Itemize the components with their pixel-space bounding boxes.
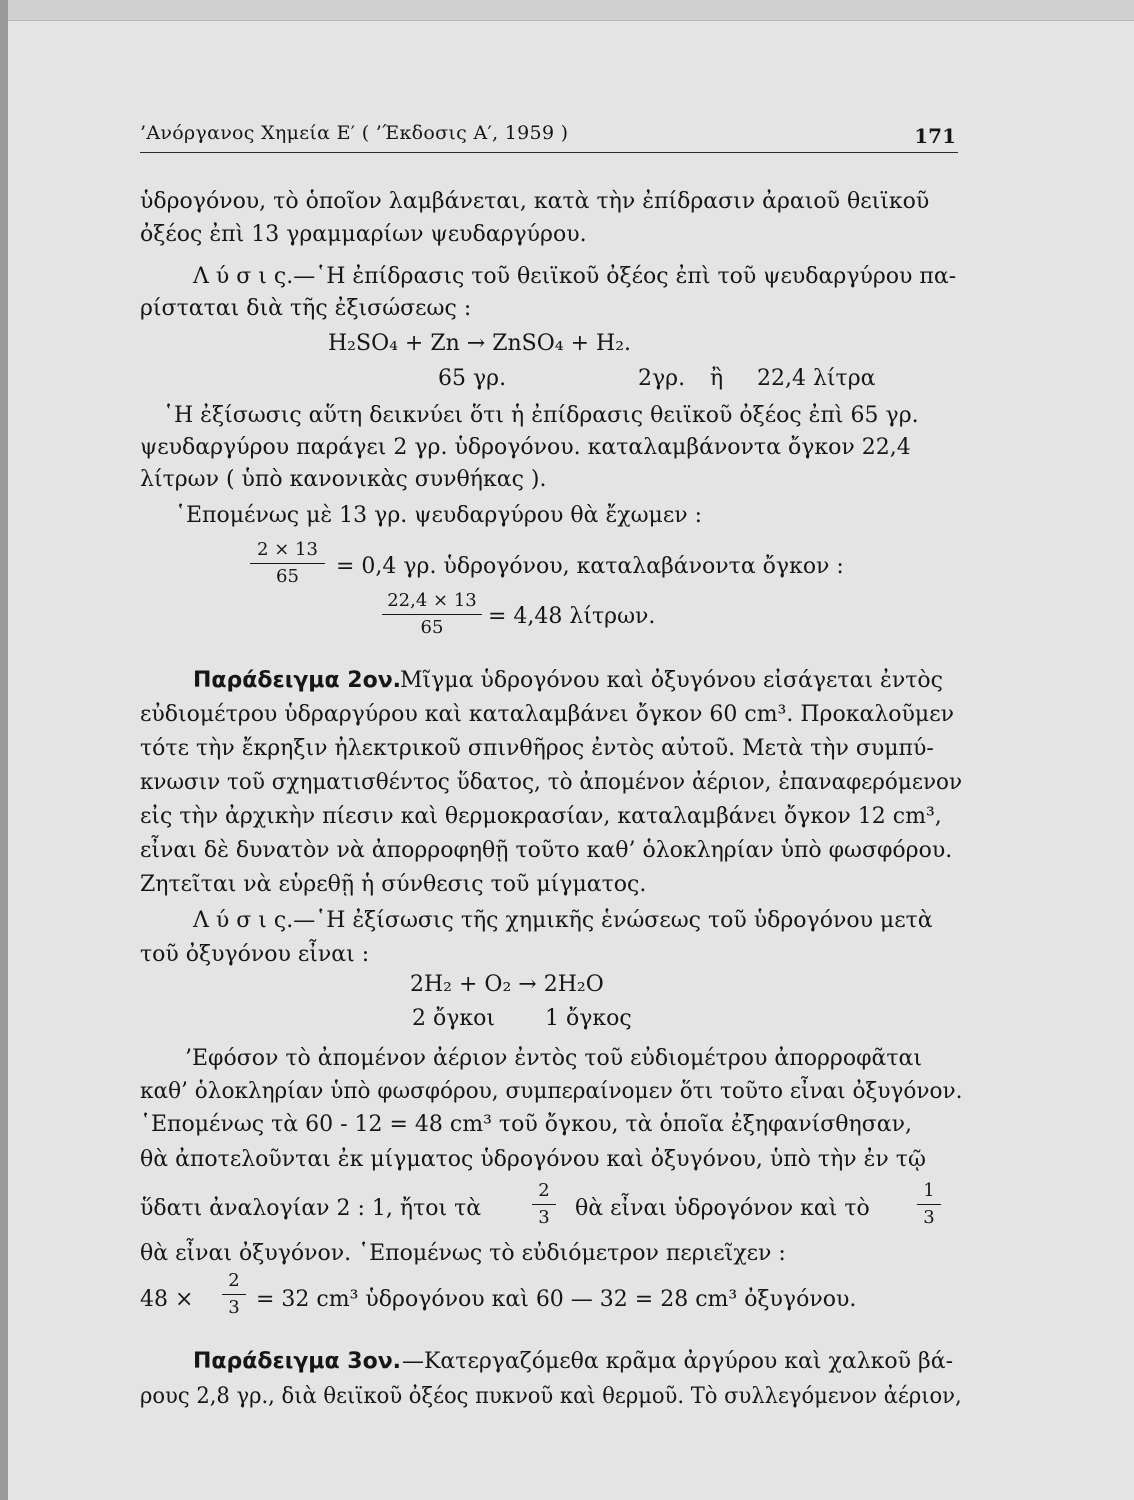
text-line: θὰ εἶναι ὑδρογόνον καὶ τὸ <box>575 1196 870 1221</box>
text-line: ψευδαργύρου παράγει 2 γρ. ὑδρογόνου. καταλαμβάνοντα ὄγκον 22,4 <box>140 435 911 460</box>
fraction-numerator: 2 × 13 <box>257 539 318 560</box>
text-line: ρους 2,8 γρ., διὰ θειϊκοῦ ὀξέος πυκνοῦ καὶ θερμοῦ. Τὸ συλλεγόμενον ἀέριον, <box>140 1384 962 1409</box>
fraction-bar <box>532 1204 556 1205</box>
page-number: 171 <box>914 124 956 148</box>
equation-2-annotation: 2 ὄγκοι <box>412 1006 496 1031</box>
fraction-numerator: 2 <box>538 1180 550 1201</box>
scan-left-edge <box>0 0 8 1500</box>
fraction-bar <box>222 1294 246 1295</box>
fraction <box>222 1270 246 1319</box>
equation-2-annotation: 1 ὄγκος <box>545 1006 632 1031</box>
fraction-numerator: 2 <box>228 1270 240 1291</box>
text-line: καθ’ ὁλοκληρίαν ὑπὸ φωσφόρου, συμπεραίνομεν ὅτι τοῦτο εἶναι ὀξυγόνον. <box>140 1079 963 1104</box>
fraction-denominator: 3 <box>228 1297 240 1318</box>
fraction <box>382 590 482 639</box>
text-line: —Κατεργαζόμεθα κρᾶμα ἀργύρου καὶ χαλκοῦ βά- <box>402 1349 954 1374</box>
equation-1-annotation: 22,4 λίτρα <box>757 366 876 391</box>
scan-top-edge <box>0 0 1134 21</box>
text-line: Λ ύ σ ι ς.—῾Η ἐξίσωσις τῆς χημικῆς ἑνώσεως τοῦ ὑδρογόνου μετὰ <box>193 908 933 933</box>
text-line: εὐδιομέτρου ὑδραργύρου καὶ καταλαμβάνει ὄγκον 60 cm³. Προκαλοῦμεν <box>140 702 954 727</box>
text-line: εἶναι δὲ δυνατὸν νὰ ἀπορροφηθῇ τοῦτο καθ’ ὁλοκληρίαν ὑπὸ φωσφόρου. <box>140 838 953 863</box>
text-line: ’Εφόσον τὸ ἀπομένον ἀέριον ἐντὸς τοῦ εὐδιομέτρου ἀπορροφᾶται <box>185 1046 922 1071</box>
text-line: Μῖγμα ὑδρογόνου καὶ ὀξυγόνου εἰσάγεται ἐντὸς <box>400 668 943 693</box>
equation-2: 2H₂ + O₂ → 2H₂O <box>410 972 604 997</box>
text-line: θὰ εἶναι ὀξυγόνον. ῾Επομένως τὸ εὐδιόμετρον περιεῖχεν : <box>140 1241 786 1266</box>
example-3-heading: Παράδειγμα 3ον. <box>193 1349 402 1374</box>
fraction-numerator: 22,4 × 13 <box>387 590 477 611</box>
equation-line: = 32 cm³ ὑδρογόνου καὶ 60 — 32 = 28 cm³ ὀξυγόνου. <box>256 1287 857 1312</box>
running-title: ’Ανόργανος Χημεία Ε′ ( ’Έκδοσις Α′, 1959 ) <box>140 122 569 144</box>
page-header <box>140 118 958 153</box>
example-2-heading: Παράδειγμα 2ον. <box>193 668 402 693</box>
text-line: τότε τὴν ἔκρηξιν ἠλεκτρικοῦ σπινθῆρος ἐντὸς αὐτοῦ. Μετὰ τὴν συμπύ- <box>140 736 934 761</box>
fraction-denominator: 3 <box>538 1207 550 1228</box>
fraction-denominator: 3 <box>923 1207 935 1228</box>
fraction-bar <box>250 563 325 564</box>
fraction <box>917 1180 941 1229</box>
equation-1-annotation: 2γρ. <box>638 366 686 391</box>
equation-1-annotation: ἢ <box>710 366 724 391</box>
text-line: Ζητεῖται νὰ εὑρεθῇ ἡ σύνθεσις τοῦ μίγματος. <box>140 872 647 897</box>
text-line: ῾Επομένως τὰ 60 - 12 = 48 cm³ τοῦ ὄγκου, τὰ ὁποῖα ἐξηφανίσθησαν, <box>140 1112 912 1137</box>
text-line: Λ ύ σ ι ς.—῾Η ἐπίδρασις τοῦ θειϊκοῦ ὀξέος ἐπὶ τοῦ ψευδαργύρου πα- <box>193 264 957 289</box>
text-line: ῾Η ἐξίσωσις αὕτη δεικνύει ὅτι ἡ ἐπίδρασις θειϊκοῦ ὀξέος ἐπὶ 65 γρ. <box>163 403 919 428</box>
equation-1-annotation: 65 γρ. <box>438 366 507 391</box>
text-line: ὑδρογόνου, τὸ ὁποῖον λαμβάνεται, κατὰ τὴν ἐπίδρασιν ἀραιοῦ θειϊκοῦ <box>140 189 930 214</box>
fraction-denominator: 65 <box>420 617 444 638</box>
text-line: ρίσταται διὰ τῆς ἐξισώσεως : <box>140 296 472 321</box>
fraction <box>250 539 325 588</box>
fraction-denominator: 65 <box>276 566 299 587</box>
text-line: εἰς τὴν ἀρχικὴν πίεσιν καὶ θερμοκρασίαν, καταλαμβάνει ὄγκον 12 cm³, <box>140 804 942 829</box>
text-line: ὀξέος ἐπὶ 13 γραμμαρίων ψευδαργύρου. <box>140 222 587 247</box>
equation-line: 48 × <box>140 1287 194 1312</box>
equation-line: = 0,4 γρ. ὑδρογόνου, καταλαβάνοντα ὄγκον : <box>336 554 844 579</box>
text-line: τοῦ ὀξυγόνου εἶναι : <box>140 942 370 967</box>
text-line: ὕδατι ἀναλογίαν 2 : 1, ἤτοι τὰ <box>140 1196 482 1221</box>
text-line: θὰ ἀποτελοῦνται ἐκ μίγματος ὑδρογόνου καὶ ὀξυγόνου, ὑπὸ τὴν ἐν τῷ <box>140 1147 926 1172</box>
text-line: λίτρων ( ὑπὸ κανονικὰς συνθήκας ). <box>140 467 547 492</box>
equation-line: = 4,48 λίτρων. <box>488 604 656 629</box>
text-line: ῾Επομένως μὲ 13 γρ. ψευδαργύρου θὰ ἔχωμεν : <box>175 503 703 528</box>
equation-1: H₂SO₄ + Zn → ZnSO₄ + H₂. <box>328 331 632 356</box>
fraction-bar <box>382 614 482 615</box>
fraction <box>532 1180 556 1229</box>
fraction-bar <box>917 1204 941 1205</box>
text-line: κνωσιν τοῦ σχηματισθέντος ὕδατος, τὸ ἀπομένον ἀέριον, ἐπαναφερόμενον <box>140 770 963 795</box>
fraction-numerator: 1 <box>923 1180 935 1201</box>
